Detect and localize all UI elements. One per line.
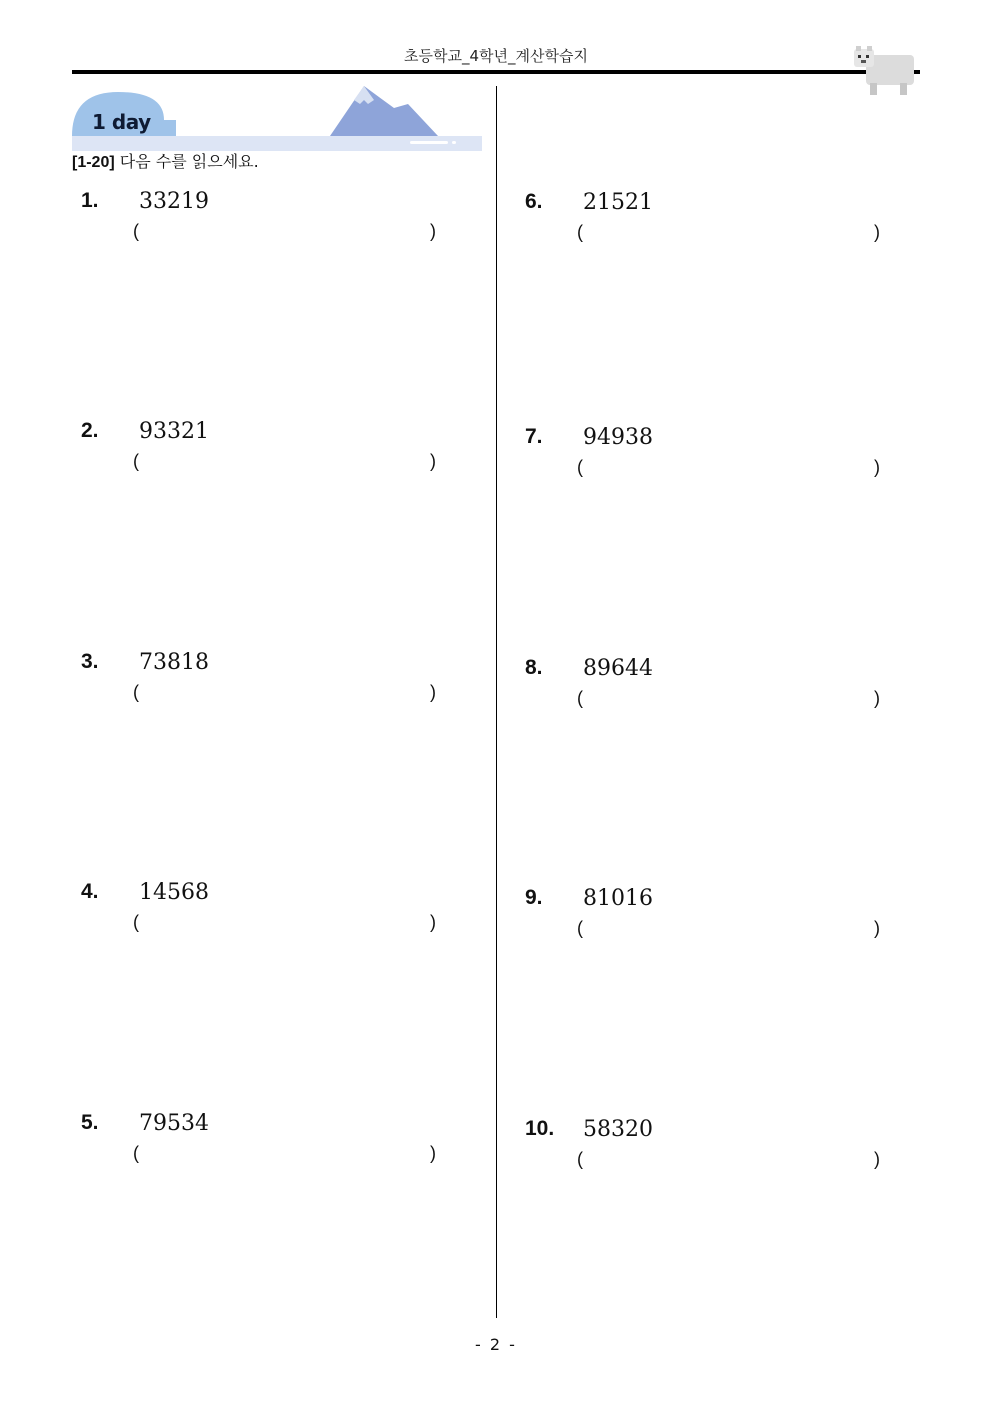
problem-3 <box>81 650 481 730</box>
problem-number: 1. <box>81 189 99 212</box>
problem-6 <box>525 190 925 270</box>
problem-value: 93321 <box>139 419 209 444</box>
problem-value: 81016 <box>583 886 653 911</box>
answer-close-paren: ) <box>874 918 880 938</box>
header-rule <box>72 70 920 74</box>
answer-close-paren: ) <box>430 912 436 932</box>
problem-number: 10. <box>525 1117 555 1140</box>
problem-1 <box>81 189 481 269</box>
answer-open-paren: ( <box>577 1149 583 1169</box>
problem-8 <box>525 656 925 736</box>
problem-value: 58320 <box>583 1117 653 1142</box>
problem-value: 89644 <box>583 656 653 681</box>
instruction <box>72 149 259 172</box>
problem-number: 8. <box>525 656 543 679</box>
answer-close-paren: ) <box>430 1143 436 1163</box>
polar-bear-icon <box>852 45 916 97</box>
problem-2 <box>81 419 481 499</box>
page-number: - 2 - <box>475 1335 517 1354</box>
problem-number: 5. <box>81 1111 99 1134</box>
answer-close-paren: ) <box>874 457 880 477</box>
instruction-text: 다음 수를 읽으세요. <box>119 152 259 171</box>
day-label: 1 day <box>92 110 151 134</box>
answer-close-paren: ) <box>874 1149 880 1169</box>
problem-10 <box>525 1117 925 1197</box>
problem-value: 21521 <box>583 190 653 215</box>
answer-open-paren: ( <box>577 688 583 708</box>
problem-number: 3. <box>81 650 99 673</box>
problem-number: 7. <box>525 425 543 448</box>
problem-4 <box>81 880 481 960</box>
answer-open-paren: ( <box>133 221 139 241</box>
problem-number: 6. <box>525 190 543 213</box>
problem-9 <box>525 886 925 966</box>
problem-value: 94938 <box>583 425 653 450</box>
answer-open-paren: ( <box>577 457 583 477</box>
answer-close-paren: ) <box>430 451 436 471</box>
instruction-range: [1-20] <box>72 154 115 171</box>
answer-open-paren: ( <box>577 222 583 242</box>
problem-value: 79534 <box>139 1111 209 1136</box>
problem-7 <box>525 425 925 505</box>
answer-open-paren: ( <box>577 918 583 938</box>
answer-open-paren: ( <box>133 682 139 702</box>
answer-close-paren: ) <box>430 682 436 702</box>
answer-open-paren: ( <box>133 912 139 932</box>
answer-open-paren: ( <box>133 1143 139 1163</box>
column-divider <box>496 86 497 1318</box>
answer-open-paren: ( <box>133 451 139 471</box>
problem-value: 73818 <box>139 650 209 675</box>
problem-value: 14568 <box>139 880 209 905</box>
problem-number: 2. <box>81 419 99 442</box>
problem-5 <box>81 1111 481 1191</box>
problem-number: 4. <box>81 880 99 903</box>
answer-close-paren: ) <box>874 688 880 708</box>
problem-value: 33219 <box>139 189 209 214</box>
answer-close-paren: ) <box>874 222 880 242</box>
answer-close-paren: ) <box>430 221 436 241</box>
problem-number: 9. <box>525 886 543 909</box>
worksheet-title: 초등학교_4학년_계산학습지 <box>404 47 588 65</box>
